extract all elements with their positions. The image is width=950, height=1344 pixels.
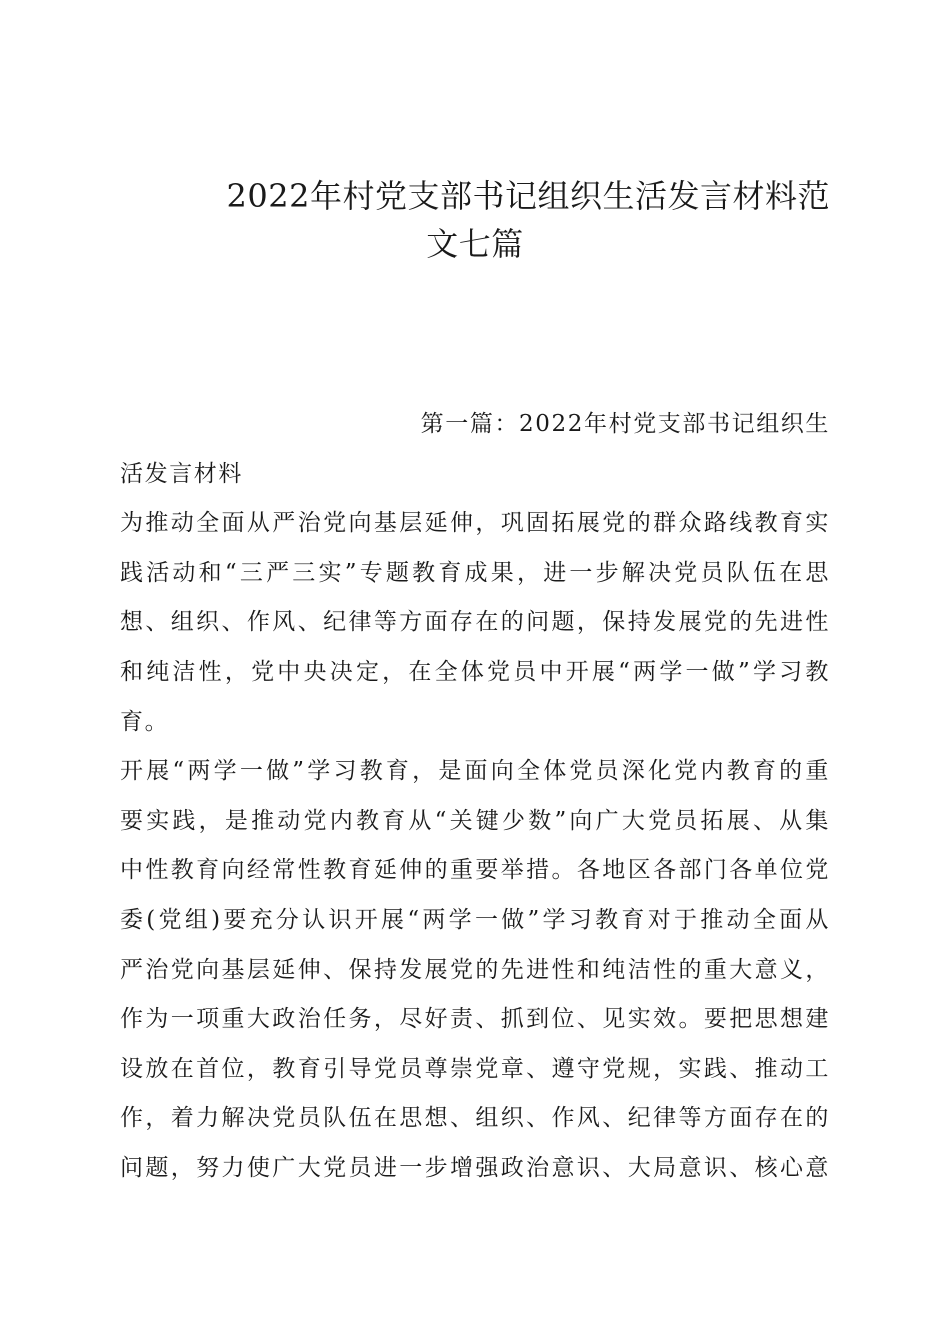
paragraph-line: 育。 bbox=[120, 708, 170, 735]
paragraph-line: 作，着力解决党员队伍在思想、组织、作风、纪律等方面存在的 bbox=[120, 1105, 830, 1132]
paragraph-line: 为推动全面从严治党向基层延伸，巩固拓展党的群众路线教育实 bbox=[120, 510, 830, 537]
paragraph-line: 设放在首位，教育引导党员尊崇党章、遵守党规，实践、推动工 bbox=[120, 1055, 830, 1082]
document-title-line-2: 文七篇 bbox=[426, 225, 524, 263]
paragraph-line: 委(党组)要充分认识开展“两学一做”学习教育对于推动全面从 bbox=[120, 906, 830, 933]
section-heading-line-2: 活发言材料 bbox=[120, 460, 243, 487]
paragraph-line: 想、组织、作风、纪律等方面存在的问题，保持发展党的先进性 bbox=[120, 609, 830, 636]
section-heading-line-1: 第一篇：2022年村党支部书记组织生 bbox=[420, 411, 830, 437]
document-body bbox=[120, 400, 830, 1194]
paragraph-line: 要实践，是推动党内教育从“关键少数”向广大党员拓展、从集 bbox=[120, 807, 830, 834]
paragraph-line: 和纯洁性，党中央决定，在全体党员中开展“两学一做”学习教 bbox=[120, 658, 830, 685]
paragraph-line: 开展“两学一做”学习教育，是面向全体党员深化党内教育的重 bbox=[120, 758, 830, 785]
paragraph-line: 中性教育向经常性教育延伸的重要举措。各地区各部门各单位党 bbox=[120, 857, 830, 884]
paragraph-line: 作为一项重大政治任务，尽好责、抓到位、见实效。要把思想建 bbox=[120, 1006, 830, 1033]
document-title-line-1: 2022年村党支部书记组织生活发言材料范 bbox=[226, 177, 830, 215]
paragraph-line: 严治党向基层延伸、保持发展党的先进性和纯洁性的重大意义， bbox=[120, 956, 830, 983]
paragraph-line: 问题，努力使广大党员进一步增强政治意识、大局意识、核心意 bbox=[120, 1154, 830, 1181]
document-title bbox=[120, 172, 830, 268]
paragraph-line: 践活动和“三严三实”专题教育成果，进一步解决党员队伍在思 bbox=[120, 559, 830, 586]
